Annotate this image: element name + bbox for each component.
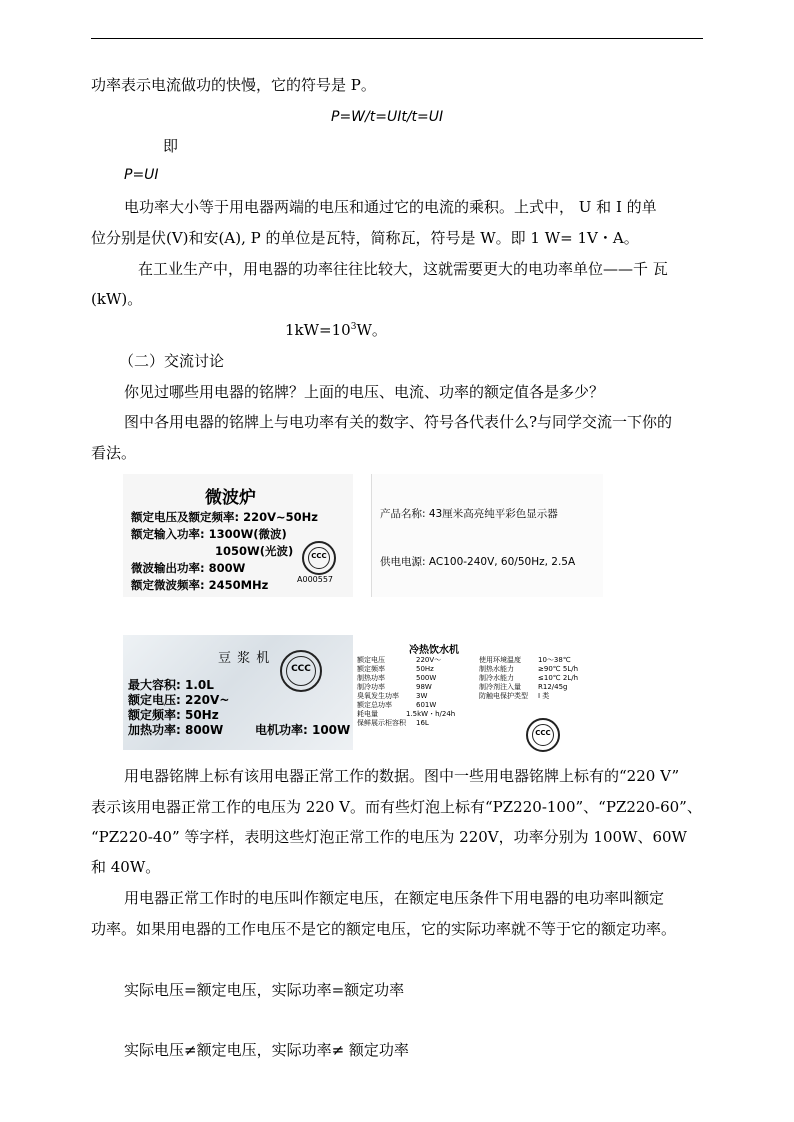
microwave-cert-code: A000557 — [297, 575, 334, 584]
microwave-frequency: 额定微波频率: 2450MHz — [131, 578, 269, 592]
monitor-nameplate — [371, 474, 603, 597]
dispenser-nameplate — [354, 638, 601, 753]
ccc-mark-icon: CCC — [302, 541, 336, 575]
soymilk-title: 豆 浆 机 — [218, 651, 271, 666]
dispenser-left-labels — [357, 656, 406, 728]
dispenser-label: 制热功率 — [357, 674, 385, 682]
dispenser-value: 601W — [416, 701, 437, 709]
paragraph-power-product-line2: 位分别是伏(V)和安(A), P 的单位是瓦特，简称瓦，符号是 W。即 1 W= 1V・A。 — [91, 229, 639, 247]
question-symbols-line1: 图中各用电器的铭牌上与电功率有关的数字、符号各代表什么?与同学交流一下你的 — [124, 413, 673, 431]
dispenser-label: 额定总功率 — [357, 701, 392, 709]
formula-kw-right: W。 — [356, 321, 387, 339]
microwave-input-power: 额定输入功率: 1300W(微波) — [131, 527, 287, 541]
paragraph-nameplate-line4: 和 40W。 — [91, 858, 161, 876]
formula-kw-exponent: 3 — [350, 322, 357, 332]
formula-kw-left: 1kW=10 — [285, 321, 351, 339]
dispenser-label: 制热水能力 — [479, 665, 514, 673]
dispenser-label: 防触电保护类型 — [479, 692, 528, 700]
ccc-mark-icon: CCC — [526, 718, 560, 752]
dispenser-label: 耗电量 — [357, 710, 378, 718]
equation-equal-case: 实际电压=额定电压，实际功率=额定功率 — [124, 981, 405, 999]
question-nameplates: 你见过哪些用电器的铭牌？上面的电压、电流、功率的额定值各是多少？ — [124, 383, 605, 401]
dispenser-label: 制冷水能力 — [479, 674, 514, 682]
formula-kw — [285, 323, 387, 338]
paragraph-rated-line2: 功率。如果用电器的工作电压不是它的额定电压，它的实际功率就不等于它的额定功率。 — [91, 920, 677, 938]
dispenser-right-values — [538, 656, 578, 701]
soymilk-capacity: 最大容积: 1.0L — [128, 678, 214, 692]
dispenser-title: 冷热饮水机 — [409, 645, 459, 656]
soymilk-rated-voltage: 额定电压: 220V~ — [128, 693, 230, 707]
dispenser-right-labels — [479, 656, 528, 701]
paragraph-kw-line1: 在工业生产中，用电器的功率往往比较大，这就需要更大的电功率单位——千 瓦 — [138, 260, 668, 278]
dispenser-value: 50Hz — [416, 665, 434, 673]
header-rule — [91, 38, 703, 39]
monitor-product-name: 产品名称: 43厘米高亮纯平彩色显示器 — [380, 508, 558, 520]
microwave-light-power: 1050W(光波) — [215, 544, 294, 558]
formula-p-ui: P=UI — [124, 167, 159, 183]
dispenser-value: I 类 — [538, 692, 550, 700]
dispenser-label: 额定频率 — [357, 665, 385, 673]
dispenser-value: R12/45g — [538, 683, 568, 691]
dispenser-label: 制冷功率 — [357, 683, 385, 691]
microwave-output-power: 微波输出功率: 800W — [131, 561, 246, 575]
microwave-nameplate — [123, 474, 353, 597]
dispenser-value: ≥90℃ 5L/h — [538, 665, 579, 673]
dispenser-label: 额定电压 — [357, 656, 385, 664]
equation-unequal-case: 实际电压≠额定电压，实际功率≠ 额定功率 — [124, 1041, 409, 1059]
paragraph-rated-line1: 用电器正常工作时的电压叫作额定电压，在额定电压条件下用电器的电功率叫额定 — [124, 889, 665, 907]
soymilk-motor-power: 电机功率: 100W — [255, 723, 351, 737]
microwave-title: 微波炉 — [205, 488, 256, 508]
dispenser-value: 1.5kW・h/24h — [406, 710, 456, 718]
monitor-power-supply: 供电电源: AC100-240V, 60/50Hz, 2.5A — [380, 556, 576, 568]
dispenser-left-values — [406, 656, 456, 728]
dispenser-label: 臭氧发生功率 — [357, 692, 399, 700]
formula-power-derivation: P=W/t=UIt/t=UI — [331, 109, 444, 125]
section-heading-discussion: （二）交流讨论 — [119, 352, 225, 370]
ccc-mark-icon: CCC — [280, 650, 322, 692]
dispenser-value: 10～38℃ — [538, 656, 571, 664]
soymilk-heating-power: 加热功率: 800W — [128, 723, 224, 737]
word-ji: 即 — [163, 137, 179, 155]
paragraph-nameplate-line3: “PZ220-40” 等字样，表明这些灯泡正常工作的电压为 220V，功率分别为 100W、60W — [91, 828, 687, 846]
paragraph-kw-line2: (kW)。 — [91, 290, 143, 308]
paragraph-power-product-line1: 电功率大小等于用电器两端的电压和通过它的电流的乘积。上式中， U 和 I 的单 — [124, 198, 657, 216]
dispenser-value: 98W — [416, 683, 432, 691]
dispenser-value: ≤10℃ 2L/h — [538, 674, 579, 682]
question-symbols-line2: 看法。 — [91, 444, 137, 462]
dispenser-value: 16L — [416, 719, 429, 727]
dispenser-value: 220V～ — [416, 656, 442, 664]
microwave-rated-voltage: 额定电压及额定频率: 220V~50Hz — [131, 510, 318, 524]
dispenser-label: 使用环境温度 — [479, 656, 521, 664]
paragraph-power-definition: 功率表示电流做功的快慢，它的符号是 P。 — [91, 76, 376, 94]
dispenser-label: 制冷剂注入量 — [479, 683, 521, 691]
dispenser-label: 保鲜展示柜容积 — [357, 719, 406, 727]
paragraph-nameplate-line1: 用电器铭牌上标有该用电器正常工作的数据。图中一些用电器铭牌上标有的“220 V” — [124, 767, 680, 785]
soymilk-nameplate — [123, 635, 353, 750]
paragraph-nameplate-line2: 表示该用电器正常工作的电压为 220 V。而有些灯泡上标有“PZ220-100”、“PZ220-60”、 — [91, 798, 702, 816]
soymilk-rated-frequency: 额定频率: 50Hz — [128, 708, 219, 722]
dispenser-value: 500W — [416, 674, 437, 682]
dispenser-value: 3W — [416, 692, 428, 700]
